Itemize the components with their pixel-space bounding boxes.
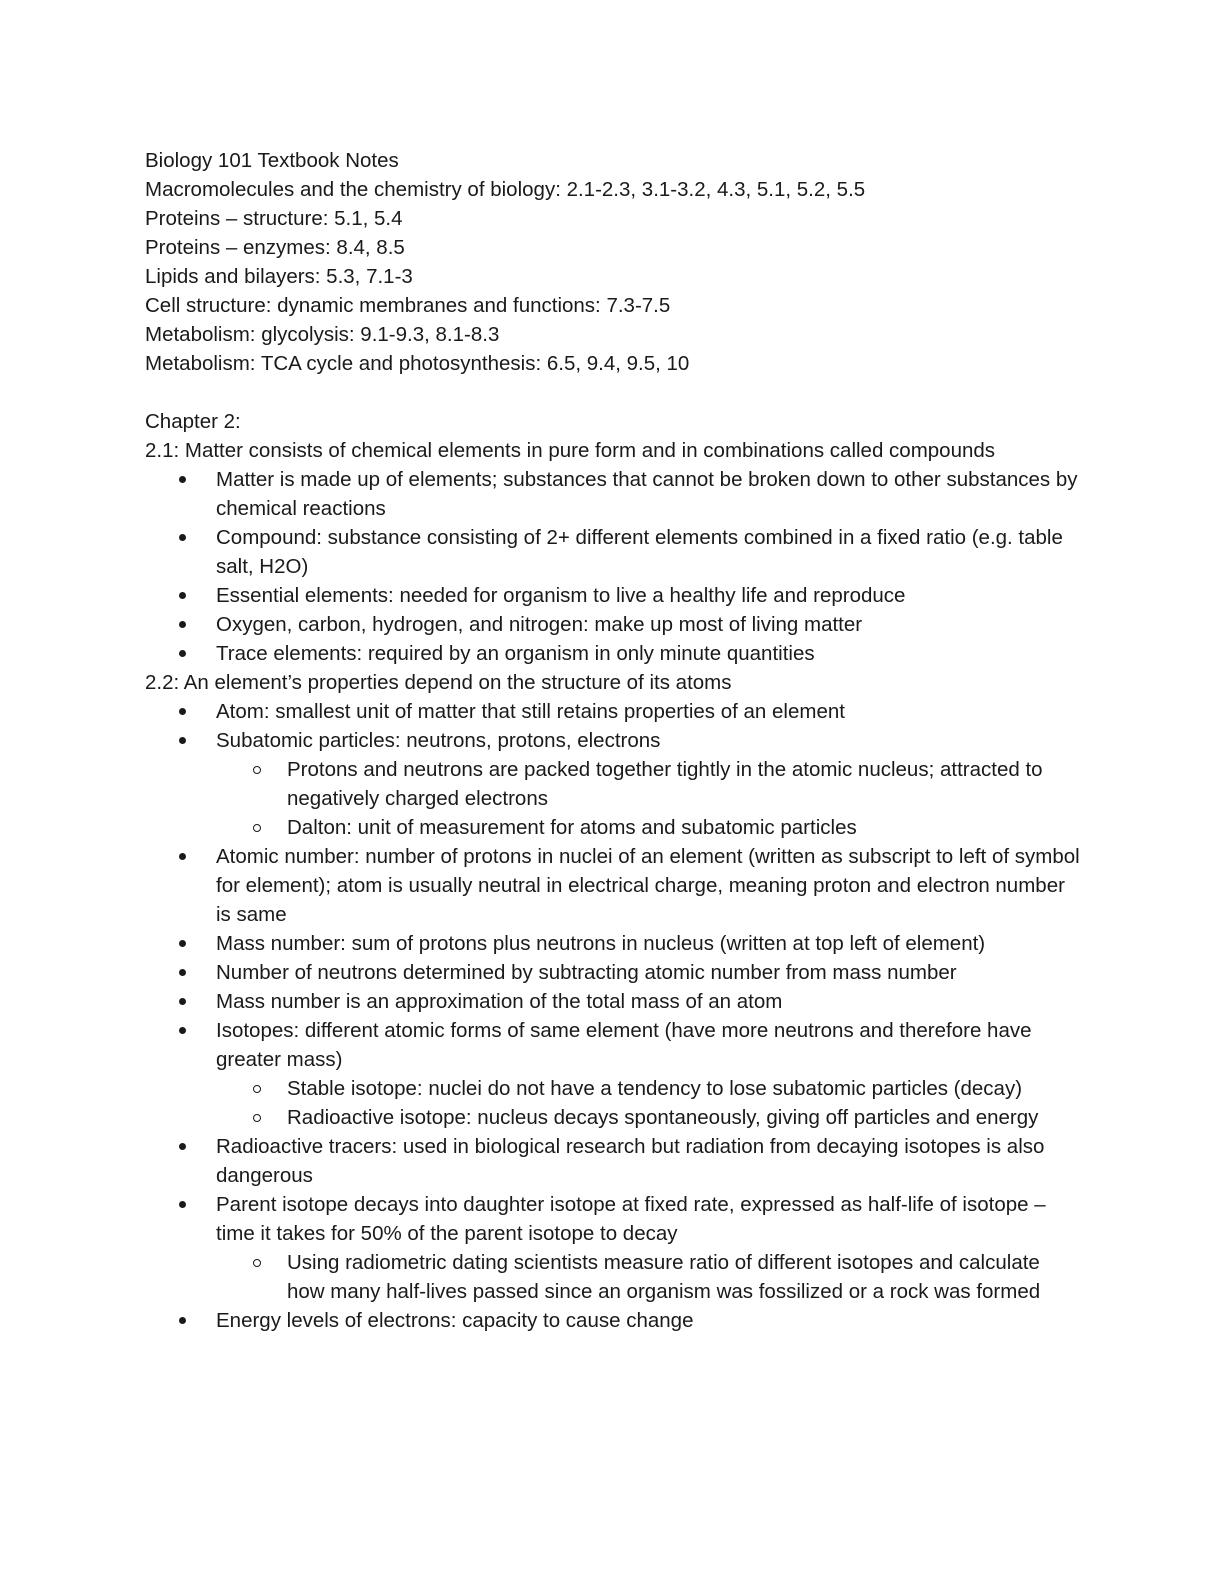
topic-line: Cell structure: dynamic membranes and functions: 7.3-7.5	[145, 294, 671, 317]
bullet-icon	[179, 592, 186, 599]
bullet-list	[145, 465, 1080, 668]
list-item: Parent isotope decays into daughter isotope at fixed rate, expressed as half-life of isotope – time it takes for 50% of the parent isotope to decay Using radiometric dating scientists measure ratio of different isotopes and calculate how many half-lives passed since an organism was fossilized or a rock was formed	[216, 1190, 1080, 1306]
bullet-icon	[179, 1317, 186, 1324]
circle-bullet-icon	[253, 1085, 261, 1093]
list-item: Atomic number: number of protons in nuclei of an element (written as subscript to left of symbol for element); atom is usually neutral in electrical charge, meaning proton and electron number is same	[216, 842, 1080, 929]
bullet-icon	[179, 708, 186, 715]
circle-bullet-icon	[253, 766, 261, 774]
list-item: Matter is made up of elements; substances that cannot be broken down to other substances by chemical reactions	[216, 465, 1080, 523]
topic-line: Proteins – structure: 5.1, 5.4	[145, 207, 403, 230]
sub-list-item: Radioactive isotope: nucleus decays spontaneously, giving off particles and energy	[287, 1103, 1080, 1132]
topic-line: Macromolecules and the chemistry of biology: 2.1-2.3, 3.1-3.2, 4.3, 5.1, 5.2, 5.5	[145, 178, 866, 201]
list-item: Radioactive tracers: used in biological research but radiation from decaying isotopes is also dangerous	[216, 1132, 1080, 1190]
bullet-icon	[179, 1027, 186, 1034]
bullet-icon	[179, 940, 186, 947]
bullet-icon	[179, 1143, 186, 1150]
list-item: Isotopes: different atomic forms of same element (have more neutrons and therefore have greater mass) Stable isotope: nuclei do not have a tendency to lose subatomic particles (decay) Radioactive isotope: nucleus decays spontaneously, giving off particles and energy	[216, 1016, 1080, 1132]
topic-line: Proteins – enzymes: 8.4, 8.5	[145, 236, 405, 259]
section-heading: 2.2: An element’s properties depend on the structure of its atoms	[145, 671, 732, 694]
list-item: Oxygen, carbon, hydrogen, and nitrogen: make up most of living matter	[216, 610, 1080, 639]
circle-bullet-icon	[253, 1114, 261, 1122]
document-page	[145, 146, 1080, 1335]
circle-bullet-icon	[253, 1259, 261, 1267]
bullet-icon	[179, 998, 186, 1005]
sub-bullet-list	[216, 755, 1080, 842]
bullet-icon	[179, 1201, 186, 1208]
bullet-icon	[179, 737, 186, 744]
circle-bullet-icon	[253, 824, 261, 832]
bullet-icon	[179, 853, 186, 860]
topic-line: Metabolism: TCA cycle and photosynthesis: 6.5, 9.4, 9.5, 10	[145, 352, 690, 375]
bullet-icon	[179, 534, 186, 541]
list-item: Subatomic particles: neutrons, protons, electrons Protons and neutrons are packed together tightly in the atomic nucleus; attracted to negatively charged electrons Dalton: unit of measurement for atoms and subatomic particles	[216, 726, 1080, 842]
list-item: Mass number is an approximation of the total mass of an atom	[216, 987, 1080, 1016]
list-item: Essential elements: needed for organism to live a healthy life and reproduce	[216, 581, 1080, 610]
list-item: Atom: smallest unit of matter that still retains properties of an element	[216, 697, 1080, 726]
sub-bullet-list	[216, 1074, 1080, 1132]
sub-list-item: Using radiometric dating scientists measure ratio of different isotopes and calculate how many half-lives passed since an organism was fossilized or a rock was formed	[287, 1248, 1080, 1306]
list-item: Mass number: sum of protons plus neutrons in nucleus (written at top left of element)	[216, 929, 1080, 958]
topic-line: Metabolism: glycolysis: 9.1-9.3, 8.1-8.3	[145, 323, 500, 346]
bullet-icon	[179, 476, 186, 483]
bullet-list	[145, 697, 1080, 1335]
bullet-icon	[179, 650, 186, 657]
sub-list-item: Protons and neutrons are packed together tightly in the atomic nucleus; attracted to negatively charged electrons	[287, 755, 1080, 813]
document-title: Biology 101 Textbook Notes	[145, 149, 399, 172]
sub-list-item: Dalton: unit of measurement for atoms and subatomic particles	[287, 813, 1080, 842]
bullet-icon	[179, 621, 186, 628]
sub-list-item: Stable isotope: nuclei do not have a tendency to lose subatomic particles (decay)	[287, 1074, 1080, 1103]
list-item: Number of neutrons determined by subtracting atomic number from mass number	[216, 958, 1080, 987]
sub-bullet-list	[216, 1248, 1080, 1306]
topic-line: Lipids and bilayers: 5.3, 7.1-3	[145, 265, 413, 288]
section-heading: 2.1: Matter consists of chemical elements in pure form and in combinations called compounds	[145, 439, 996, 462]
chapter-title: Chapter 2:	[145, 410, 241, 433]
spacer	[145, 378, 1080, 407]
bullet-icon	[179, 969, 186, 976]
list-item: Trace elements: required by an organism in only minute quantities	[216, 639, 1080, 668]
list-item: Compound: substance consisting of 2+ different elements combined in a fixed ratio (e.g. table salt, H2O)	[216, 523, 1080, 581]
list-item: Energy levels of electrons: capacity to cause change	[216, 1306, 1080, 1335]
